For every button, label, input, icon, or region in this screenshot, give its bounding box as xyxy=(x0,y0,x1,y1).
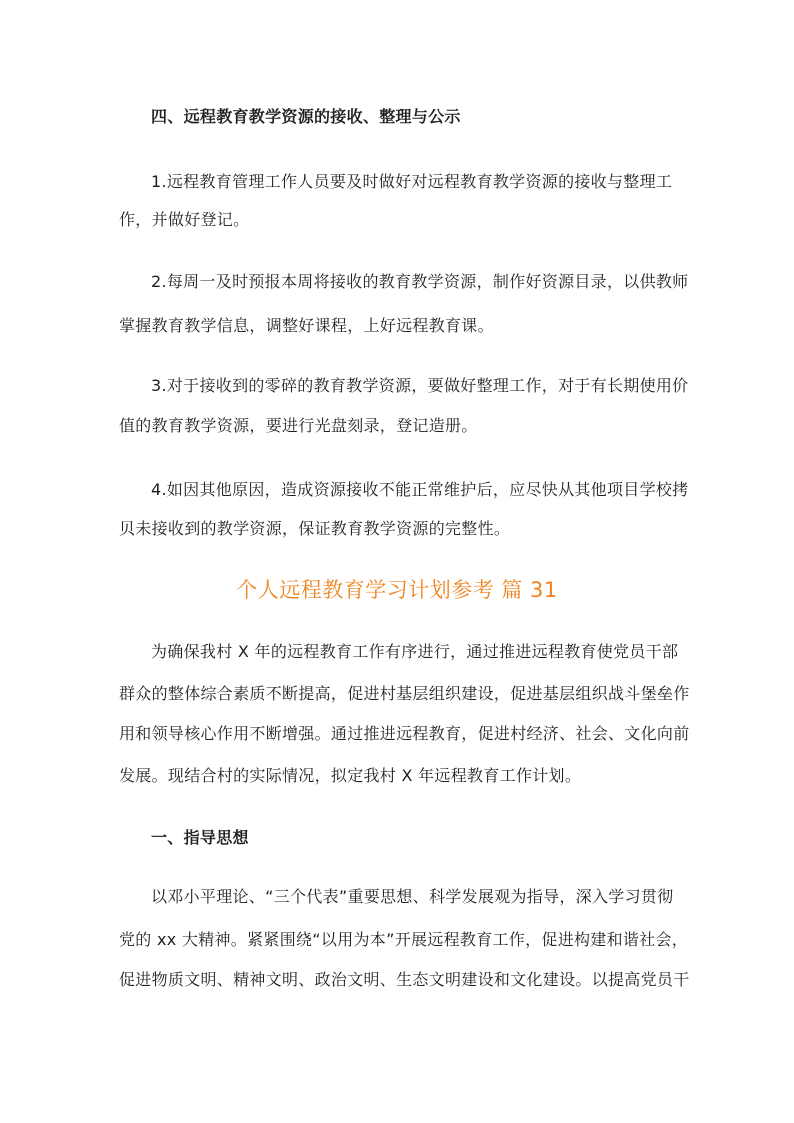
section-heading: 四、远程教育教学资源的接收、整理与公示 xyxy=(151,107,461,126)
article-title: 个人远程教育学习计划参考 篇 31 xyxy=(236,578,558,602)
paragraph-line: 1.远程教育管理工作人员要及时做好对远程教育教学资源的接收与整理工 xyxy=(151,172,673,191)
paragraph-line: 2.每周一及时预报本周将接收的教育教学资源，制作好资源目录，以供教师 xyxy=(151,272,689,291)
paragraph-line: 4.如因其他原因，造成资源接收不能正常维护后，应尽快从其他项目学校拷 xyxy=(151,480,689,499)
paragraph-line: 以邓小平理论、“三个代表”重要思想、科学发展观为指导，深入学习贯彻 xyxy=(151,887,674,906)
paragraph-line: 贝未接收到的教学资源，保证教育教学资源的完整性。 xyxy=(119,519,511,538)
paragraph-line: 3.对于接收到的零碎的教育教学资源，要做好整理工作，对于有长期使用价 xyxy=(151,376,689,395)
paragraph-line: 作，并做好登记。 xyxy=(119,210,250,229)
paragraph-line: 值的教育教学资源，要进行光盘刻录，登记造册。 xyxy=(119,416,478,435)
paragraph-line: 为确保我村 X 年的远程教育工作有序进行，通过推进远程教育使党员干部 xyxy=(151,642,679,661)
paragraph-line: 用和领导核心作用不断增强。通过推进远程教育，促进村经济、社会、文化向前 xyxy=(119,724,690,743)
section-heading: 一、指导思想 xyxy=(151,828,249,847)
paragraph-line: 发展。现结合村的实际情况，拟定我村 X 年远程教育工作计划。 xyxy=(119,766,582,785)
paragraph-line: 掌握教育教学信息，调整好课程，上好远程教育课。 xyxy=(119,316,494,335)
paragraph-line: 促进物质文明、精神文明、政治文明、生态文明建设和文化建设。以提高党员干 xyxy=(119,970,690,989)
paragraph-line: 党的 xx 大精神。紧紧围绕“以用为本”开展远程教育工作，促进构建和谐社会， xyxy=(119,930,689,949)
paragraph-line: 群众的整体综合素质不断提高，促进村基层组织建设，促进基层组织战斗堡垒作 xyxy=(119,684,690,703)
